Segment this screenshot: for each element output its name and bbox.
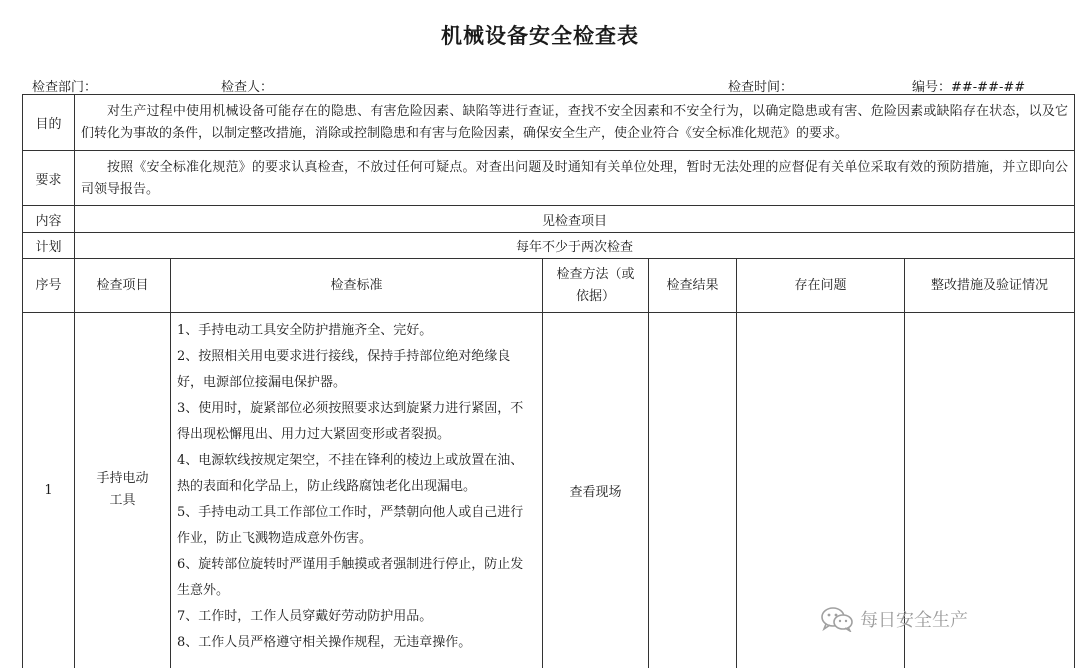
row-item-line2: 工具 — [109, 493, 136, 509]
requirement-row — [23, 151, 1075, 206]
form-title: 机械设备安全检查表 — [441, 23, 639, 48]
header-standard: 检查标准 — [171, 259, 543, 313]
purpose-row — [23, 95, 1075, 151]
requirement-text: 按照《安全标准化规范》的要求认真检查，不放过任何可疑点。对查出问题及时通知有关单位处理，暂时无法处理的应督促有关单位采取有效的预防措施，并立即向公司领导报告。 — [75, 151, 1075, 206]
inspection-time-label: 检查时间： — [728, 80, 794, 95]
watermark — [820, 606, 968, 632]
row-item-line1: 手持电动 — [96, 471, 149, 487]
row-item — [75, 313, 171, 668]
header-result: 检查结果 — [649, 259, 737, 313]
standard-item: 6、旋转部位旋转时严谨用手触摸或者强制进行停止，防止发生意外。 — [177, 557, 524, 598]
standard-item: 3、使用时，旋紧部位必须按照要求达到旋紧力进行紧固，不得出现松懈甩出、用力过大紧固变形或者裂损。 — [177, 401, 524, 442]
plan-row — [23, 233, 1075, 259]
purpose-label: 目的 — [23, 95, 75, 151]
content-row — [23, 206, 1075, 233]
row-result-cell — [649, 313, 737, 668]
header-item: 检查项目 — [75, 259, 171, 313]
content-label: 内容 — [23, 206, 75, 233]
inspection-table — [22, 94, 1075, 668]
purpose-text: 对生产过程中使用机械设备可能存在的隐患、有害危险因素、缺陷等进行查证，查找不安全因素和不安全行为，以确定隐患或有害、危险因素或缺陷存在状态，以及它们转化为事故的条件，以制定整改措施，消除或控制隐患和有害与危险因素，确保安全生产，使企业符合《安全标准化规范》的要求。 — [75, 95, 1075, 151]
plan-label: 计划 — [23, 233, 75, 259]
content-value: 见检查项目 — [75, 206, 1075, 233]
inspector-label: 检查人： — [221, 80, 274, 95]
standard-item: 7、工作时，工作人员穿戴好劳动防护用品。 — [177, 609, 433, 624]
form-number: 编号：##-##-## — [912, 80, 1026, 95]
row-seq: 1 — [23, 313, 75, 668]
standard-item: 5、手持电动工具工作部位工作时，严禁朝向他人或自己进行作业，防止飞溅物造成意外伤害。 — [177, 505, 524, 546]
standard-item: 1、手持电动工具安全防护措施齐全、完好。 — [177, 323, 433, 338]
watermark-text: 每日安全生产 — [860, 610, 968, 631]
dept-label: 检查部门： — [32, 80, 98, 95]
row-standards — [171, 313, 543, 668]
wechat-icon — [820, 606, 854, 632]
standard-item: 2、按照相关用电要求进行接线，保持手持部位绝对绝缘良好，电源部位接漏电保护器。 — [177, 349, 511, 390]
header-method-line1: 检查方法（或 — [556, 266, 635, 282]
standard-item: 4、电源软线按规定架空，不挂在锋利的棱边上或放置在油、热的表面和化学品上，防止线路腐蚀老化出现漏电。 — [177, 453, 524, 494]
header-measures: 整改措施及验证情况 — [905, 259, 1075, 313]
row-method: 查看现场 — [543, 313, 649, 668]
column-header-row — [23, 259, 1075, 313]
header-problem: 存在问题 — [737, 259, 905, 313]
requirement-label: 要求 — [23, 151, 75, 206]
plan-value: 每年不少于两次检查 — [75, 233, 1075, 259]
header-seq: 序号 — [23, 259, 75, 313]
header-method — [543, 259, 649, 313]
standard-item: 8、工作人员严格遵守相关操作规程，无违章操作。 — [177, 635, 472, 650]
header-method-line2: 依据） — [575, 288, 615, 304]
